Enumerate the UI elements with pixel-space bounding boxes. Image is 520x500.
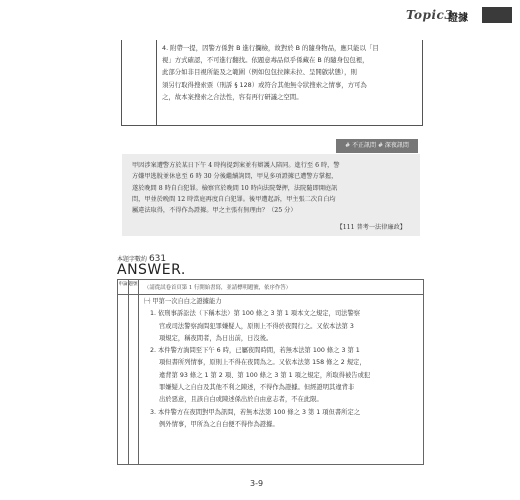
- answer-line: ㈠ 甲第一次自白之證據能力: [144, 298, 222, 305]
- answer-line: 官或司法警察詢問犯罪嫌疑人，原則上不得於夜間行之。又依本法第 3: [159, 322, 354, 330]
- question-line: 方嫌甲逃脫並休息至 6 時 30 分後繼續詢問，甲見多項證據已遭警方掌握，: [132, 173, 338, 181]
- answer-line: 2. 本件警方詢問至下午 6 時，已屬夜間時間，若無本法第 100 條之 3 第 1: [150, 347, 360, 355]
- answer-line: 項但書所列情事，原則上不得在夜間為之。又依本法第 158 條之 2 規定，: [159, 359, 366, 367]
- question-line: 問，甲並於晚間 12 時當庭再度自白犯罪。後甲遭起訴，甲主張二次自白均: [132, 195, 336, 203]
- chapter-title: 證據: [448, 13, 468, 24]
- answer-body: [144, 296, 419, 431]
- answer-line: 出於惡意，且該自白或陳述係出於自由意志者，不在此限。: [159, 396, 323, 404]
- word-count-label: 本題字數約: [117, 256, 148, 263]
- answer-sheet: [117, 279, 424, 465]
- word-count-value: 631: [148, 254, 167, 264]
- question-line: 屬違法取得，不得作為證據。甲之主張有無理由？（25 分）: [132, 207, 297, 215]
- question-line: 遂於晚間 8 時自白犯罪。檢察官於晚間 10 時向法院聲押，法院隨即開庭訊: [132, 184, 338, 192]
- answer-col-b-head: 題號: [128, 282, 138, 287]
- note-line: 此部分如非目視所能及之範圍（例如包包拉鍊未拉、呈開啟狀態），則: [162, 68, 357, 77]
- answer-title: ANSWER.: [117, 262, 186, 278]
- topic-tag-bar: # 不正訊問 # 深夜訊問: [336, 139, 418, 153]
- note-line: 之，故本案搜索之合法性，容有再行研議之空間。: [162, 92, 303, 101]
- note-table: [121, 40, 423, 126]
- topic-label: Topic3: [406, 8, 454, 22]
- note-text: [162, 42, 416, 103]
- answer-col-a-head: 申論: [118, 282, 128, 287]
- answer-line: 3. 本件警方在夜間對甲為訊問，若無本法第 100 條之 3 第 1 項但書所定之: [150, 408, 361, 416]
- answer-instructions: （請從試卷首頁第 1 行開始書寫，並請標明題號，依序作答）: [144, 285, 292, 291]
- table-divider: [156, 40, 157, 125]
- answer-line: 項規定，稱夜間者，為日出前，日沒後。: [159, 334, 273, 342]
- answer-line: 1. 依刑事訴訟法（下稱本法）第 100 條之 3 第 1 項本文之規定，司法警察: [150, 310, 361, 318]
- question-text: [132, 160, 412, 216]
- note-line: 須另行取得搜索票（刑訴 § 128）或符合其他無令狀搜索之情事，方可為: [162, 80, 367, 89]
- note-line: 4. 附帶一提，因警方係對 B 進行攔檢，故對於 B 的隨身物品，應只能以「目: [162, 44, 379, 52]
- answer-line: 例外情事，甲所為之自白便不得作為證據。: [159, 420, 279, 428]
- header-bar: [482, 7, 512, 23]
- answer-line: 違背第 93 條之 1 第 2 項、第 100 條之 3 第 1 項之規定，所取得被告或犯: [159, 371, 371, 379]
- answer-line: 罪嫌疑人之自白及其他不利之陳述，不得作為證據。但經證明其違背非: [159, 384, 355, 392]
- question-box: [122, 154, 420, 236]
- question-line: 甲因涉案遭警方於某日下午 4 時拘提到案並有辯護人陪同。進行至 6 時，警: [132, 162, 340, 169]
- answer-col-b: [128, 280, 139, 464]
- page-number: 3-9: [250, 479, 264, 488]
- exam-source: 【111 普考一法律廉政】: [336, 224, 406, 231]
- note-line: 視」方式確認，不可進行翻找。依題意毒品似乎係藏在 B 的隨身包包裡，: [162, 56, 369, 65]
